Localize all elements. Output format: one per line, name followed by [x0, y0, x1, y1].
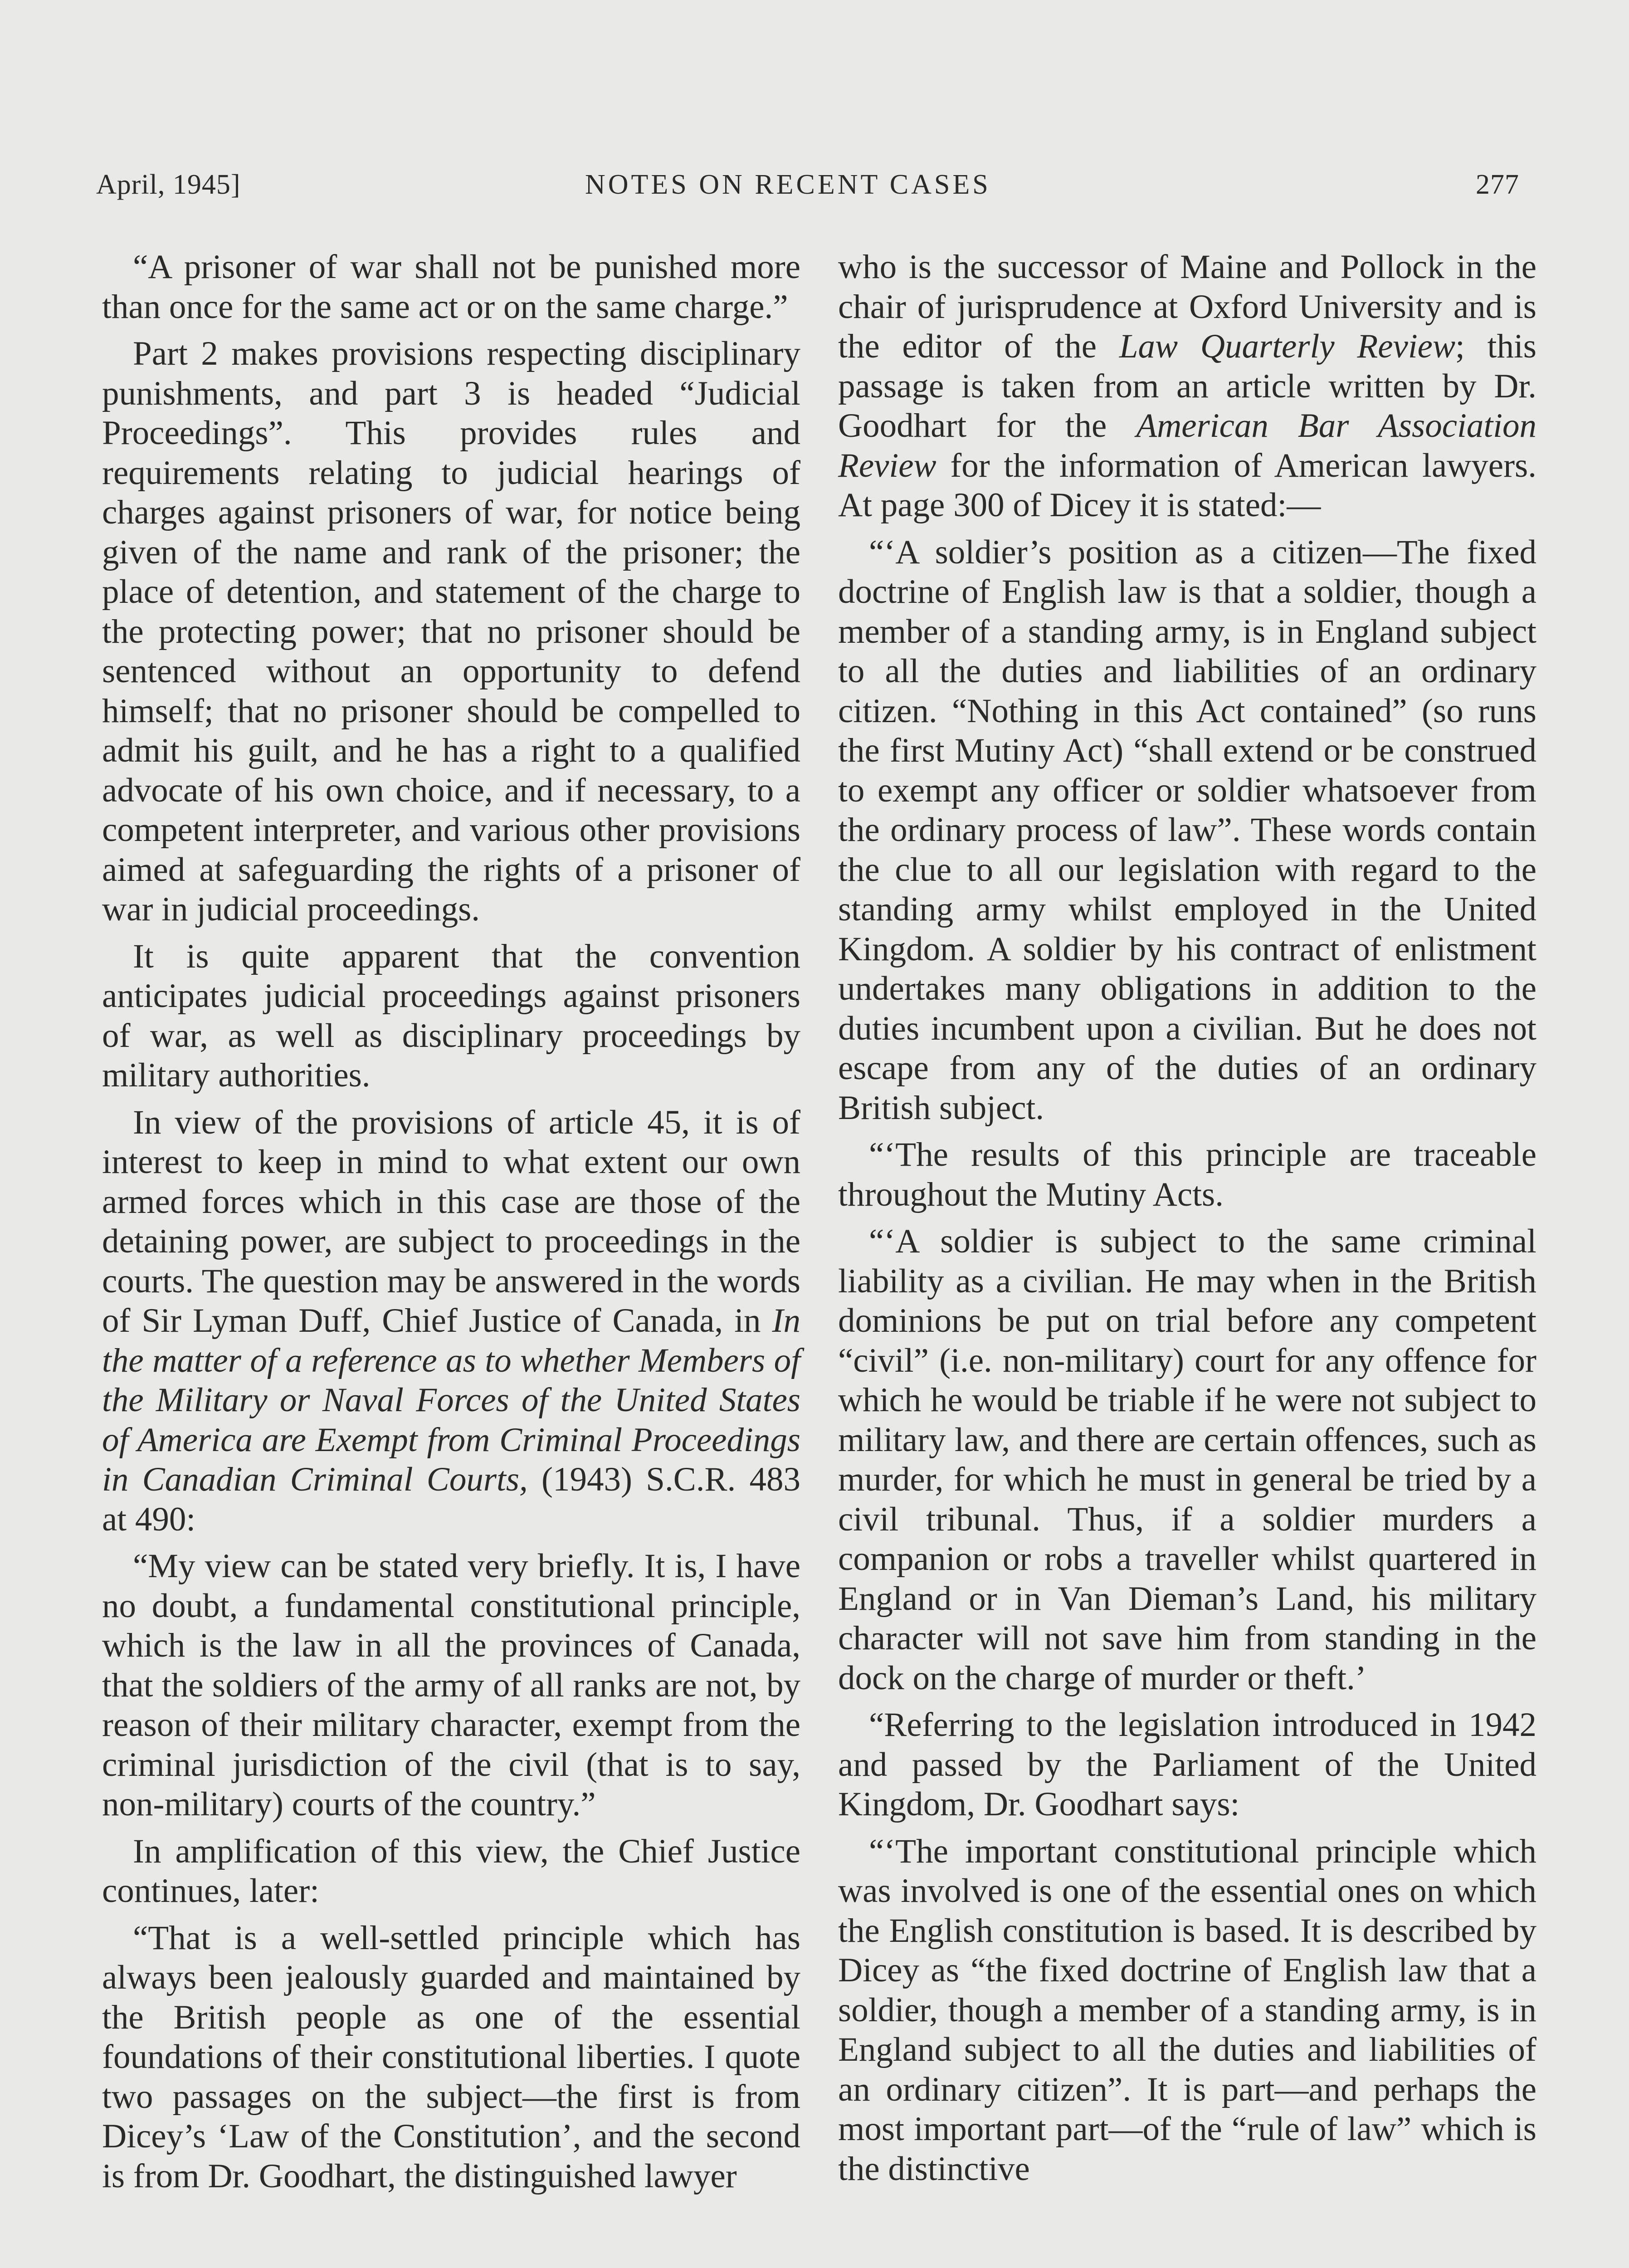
paragraph [102, 1103, 800, 1540]
quotation: “Referring to the legislation introduced in 1942 and passed by the Parliament of the United Kingdom, Dr. Goodhart says: [838, 1706, 1536, 1823]
quotation: “‘A soldier is subject to the same criminal liability as a civilian. He may when in the British dominions be put on trial before any competent “civil” (i.e. non-military) court for any offence for which he would be triable if he were not subject to military law, and there are certain offences, such as murder, for which he must in general be tried by a civil tribunal. Thus, if a soldier murders a companion or robs a traveller whilst quartered in England or in Van Dieman’s Land, his military character will not save him from standing in the dock on the charge of murder or theft.’ [838, 1222, 1536, 1697]
paragraph: Part 2 makes provisions respecting disciplinary punishments, and part 3 is headed “Judicial Proceedings”. This provides rules and requirements relating to judicial hearings of charges against prisoners of war, for notice being given of the name and rank of the prisoner; the place of detention, and statement of the charge to the protecting power; that no prisoner should be sentenced without an opportunity to defend himself; that no prisoner should be compelled to admit his guilt, and he has a right to a qualified advocate of his own choice, and if necessary, to a competent interpreter, and various other provisions aimed at safeguarding the rights of a prisoner of war in judicial proceedings. [102, 335, 800, 928]
quotation: “‘The results of this principle are traceable throughout the Mutiny Acts. [838, 1136, 1536, 1213]
right-column [838, 247, 1536, 2189]
paragraph-text: (1943) S.C.R. 483 at 490: [102, 1461, 801, 1538]
running-header-date: April, 1945] [96, 169, 241, 200]
quotation: “‘The important constitutional principle which was involved is one of the essential ones on which the English constitution is based. It is described by Dicey as “the fixed doctrine of English law that a soldier, though a member of a standing army, is in England subject to all the duties and liabilities of an ordinary citizen”. It is part—and perhaps the most important part—of the “rule of law” which is the distinctive [838, 1832, 1536, 2188]
paragraph-text: who is the successor of Maine and Pollock in the chair of jurisprudence at Oxford University and is the editor of the [838, 248, 1536, 365]
paragraph-text: ; this passage is taken from an article written by Dr. Goodhart for the [838, 327, 1536, 445]
running-header-title: NOTES ON RECENT CASES [585, 169, 991, 200]
paragraph-text: for the information of American lawyers. At page 300 of Dicey it is stated:— [838, 446, 1536, 524]
paragraph: It is quite apparent that the convention anticipates judicial proceedings against prisoners of war, as well as disciplinary proceedings by military authorities. [102, 937, 800, 1094]
paragraph-text: In view of the provisions of article 45, it is of interest to keep in mind to what extent our own armed forces which in this case are those of the detaining power, are subject to proceedings in the courts. The question may be answered in the words of Sir Lyman Duff, Chief Justice of Canada, in [102, 1103, 800, 1339]
paragraph: In amplification of this view, the Chief Justice continues, later: [102, 1832, 800, 1910]
quotation: “That is a well-settled principle which has always been jealously guarded and maintained by the British people as one of the essential foundations of their constitutional liberties. I quote two passages on the subject—the first is from Dicey’s ‘Law of the Constitution’, and the second is from Dr. Goodhart, the distinguished lawyer [102, 1919, 800, 2195]
left-column [102, 247, 800, 2196]
paragraph: “A prisoner of war shall not be punished more than once for the same act or on the same charge.” [102, 248, 800, 326]
page-number: 277 [1476, 169, 1519, 200]
case-citation: In the matter of a reference as to whether Members of the Military or Naval Forces of the United States of America are Exempt from Criminal Proceedings in Canadian Criminal Courts, [102, 1302, 800, 1498]
quotation: “‘A soldier’s position as a citizen—The fixed doctrine of English law is that a soldier, though a member of a standing army, is in England subject to all the duties and liabilities of an ordinary citizen. “Nothing in this Act contained” (so runs the first Mutiny Act) “shall extend or be construed to exempt any officer or soldier whatsoever from the ordinary process of law”. These words contain the clue to all our legislation with regard to the standing army whilst employed in the United Kingdom. A soldier by his contract of enlistment undertakes many obligations in addition to the duties incumbent upon a civilian. But he does not escape from any of the duties of an ordinary British subject. [838, 533, 1536, 1127]
journal-title: Law Quarterly Review [1119, 327, 1455, 365]
paragraph [838, 247, 1536, 525]
journal-title: American Bar Association Review [838, 407, 1536, 484]
quotation: “My view can be stated very briefly. It is, I have no doubt, a fundamental constitutional principle, which is the law in all the provinces of Canada, that the soldiers of the army of all ranks are not, by reason of their military character, exempt from the criminal jurisdiction of the civil (that is to say, non-military) courts of the country.” [102, 1547, 800, 1823]
